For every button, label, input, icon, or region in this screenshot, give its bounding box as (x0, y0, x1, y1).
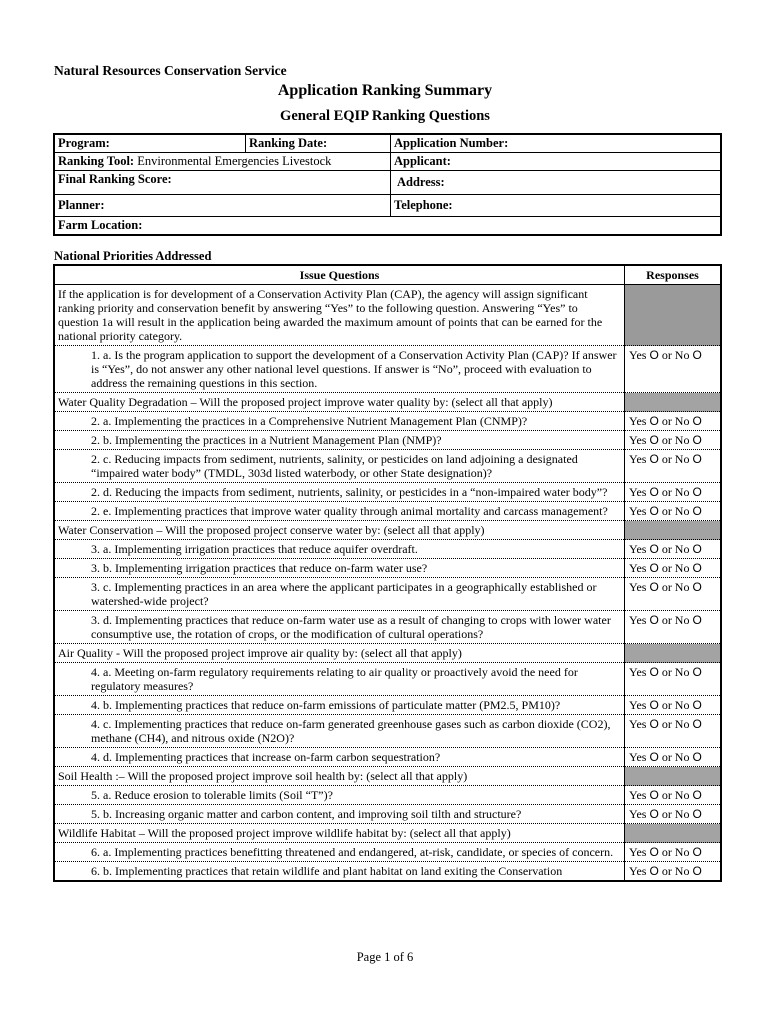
no-label: or No (661, 485, 690, 499)
application-number-field[interactable]: Application Number: (391, 134, 722, 153)
no-radio-icon[interactable]: O (692, 561, 702, 575)
no-radio-icon[interactable]: O (692, 613, 702, 627)
no-radio-icon[interactable]: O (692, 414, 702, 428)
no-radio-icon[interactable]: O (692, 665, 702, 679)
yes-radio-icon[interactable]: O (649, 504, 659, 518)
response-cell (625, 450, 722, 483)
response-cell (625, 483, 722, 502)
final-ranking-score-field[interactable]: Final Ranking Score: (54, 171, 391, 195)
yes-radio-icon[interactable]: O (649, 750, 659, 764)
no-label: or No (661, 864, 690, 878)
category-row (54, 521, 721, 540)
question-text: 3. c. Implementing practices in an area where the applicant participates in a geographically established or watershed-wide project? (54, 578, 625, 611)
yes-option[interactable] (629, 698, 659, 712)
no-radio-icon[interactable]: O (692, 580, 702, 594)
no-option[interactable] (662, 864, 702, 878)
response-cell (625, 540, 722, 559)
yes-radio-icon[interactable]: O (649, 414, 659, 428)
yes-label: Yes (629, 788, 647, 802)
no-option[interactable] (662, 665, 702, 679)
yes-option[interactable] (629, 452, 659, 466)
no-label: or No (661, 717, 690, 731)
yes-label: Yes (629, 485, 647, 499)
yes-label: Yes (629, 504, 647, 518)
intro-text: If the application is for development of a Conservation Activity Plan (CAP), the agency will assign significant ranking priority and conservation benefit by answering “Yes” to the following question. Answering “Yes” to question 1a will result in the application being awarded the maximum amount of points that can be earned for the national priority category. (54, 285, 625, 346)
no-radio-icon[interactable]: O (692, 542, 702, 556)
category-text: Water Quality Degradation – Will the proposed project improve water quality by: (select all that apply) (54, 393, 625, 412)
ranking-tool-label: Ranking Tool: (58, 154, 135, 168)
yes-label: Yes (629, 414, 647, 428)
question-text: 4. c. Implementing practices that reduce on-farm generated greenhouse gases such as carbon dioxide (CO2), methane (CH4), and nitrous oxide (N2O)? (54, 715, 625, 748)
page-title: Application Ranking Summary (277, 82, 493, 99)
program-field[interactable]: Program: (54, 134, 246, 153)
question-text: 6. a. Implementing practices benefitting threatened and endangered, at-risk, candidate, or species of concern. (54, 843, 625, 862)
response-shaded (625, 521, 722, 540)
telephone-field[interactable]: Telephone: (391, 195, 722, 217)
yes-option[interactable] (629, 788, 659, 802)
planner-field[interactable]: Planner: (54, 195, 391, 217)
yes-radio-icon[interactable]: O (649, 452, 659, 466)
no-label: or No (661, 807, 690, 821)
response-shaded (625, 824, 722, 843)
ranking-tool-field[interactable] (54, 153, 391, 171)
ranking-questions-table (53, 264, 722, 882)
no-label: or No (661, 698, 690, 712)
question-row (54, 843, 721, 862)
yes-option[interactable] (629, 807, 659, 821)
no-option[interactable] (662, 717, 702, 731)
category-row (54, 393, 721, 412)
category-text: Wildlife Habitat – Will the proposed project improve wildlife habitat by: (select all that apply) (54, 824, 625, 843)
response-cell (625, 559, 722, 578)
yes-option[interactable] (629, 613, 659, 627)
question-text: 3. d. Implementing practices that reduce on-farm water use as a result of changing to crops with lower water consumptive use, the rotation of crops, or the modification of cultural operations? (54, 611, 625, 644)
yes-option[interactable] (629, 485, 659, 499)
yes-label: Yes (629, 561, 647, 575)
question-row (54, 805, 721, 824)
yes-label: Yes (629, 845, 647, 859)
response-shaded (625, 644, 722, 663)
section-title: National Priorities Addressed (54, 249, 212, 263)
page-number: Page 1 of 6 (356, 950, 414, 964)
question-row (54, 502, 721, 521)
question-text: 2. a. Implementing the practices in a Comprehensive Nutrient Management Plan (CNMP)? (54, 412, 625, 431)
no-option[interactable] (662, 788, 702, 802)
question-row (54, 748, 721, 767)
yes-radio-icon[interactable]: O (649, 864, 659, 878)
no-option[interactable] (662, 485, 702, 499)
no-option[interactable] (662, 414, 702, 428)
question-row (54, 346, 721, 393)
yes-option[interactable] (629, 414, 659, 428)
yes-label: Yes (629, 580, 647, 594)
no-option[interactable] (662, 807, 702, 821)
response-shaded (625, 285, 722, 346)
question-text: 1. a. Is the program application to support the development of a Conservation Activity Plan (CAP)? If answer is “Yes”, do not answer any other national level questions. If answer is “No”, proceed with evaluation to address the remaining questions in this section. (54, 346, 625, 393)
response-cell (625, 502, 722, 521)
category-text: Water Conservation – Will the proposed project conserve water by: (select all that apply) (54, 521, 625, 540)
ranking-tool-value: Environmental Emergencies Livestock (137, 154, 332, 168)
response-cell (625, 696, 722, 715)
no-radio-icon[interactable]: O (692, 485, 702, 499)
yes-label: Yes (629, 698, 647, 712)
question-row (54, 578, 721, 611)
category-row (54, 644, 721, 663)
response-cell (625, 715, 722, 748)
yes-label: Yes (629, 750, 647, 764)
no-radio-icon[interactable]: O (692, 788, 702, 802)
yes-option[interactable] (629, 845, 659, 859)
yes-option[interactable] (629, 580, 659, 594)
yes-radio-icon[interactable]: O (649, 542, 659, 556)
column-header-issue: Issue Questions (54, 265, 625, 285)
no-radio-icon[interactable]: O (692, 433, 702, 447)
yes-label: Yes (629, 864, 647, 878)
question-text: 2. d. Reducing the impacts from sediment, nutrients, salinity, or pesticides in a “non-impaired water body”? (54, 483, 625, 502)
address-field[interactable]: Address: (391, 171, 722, 195)
no-radio-icon[interactable]: O (692, 698, 702, 712)
no-label: or No (661, 433, 690, 447)
yes-label: Yes (629, 613, 647, 627)
no-option[interactable] (662, 561, 702, 575)
no-radio-icon[interactable]: O (692, 504, 702, 518)
response-cell (625, 578, 722, 611)
question-row (54, 786, 721, 805)
question-text: 2. e. Implementing practices that improve water quality through animal mortality and carcass management? (54, 502, 625, 521)
response-cell (625, 786, 722, 805)
yes-radio-icon[interactable]: O (649, 665, 659, 679)
yes-radio-icon[interactable]: O (649, 613, 659, 627)
no-radio-icon[interactable]: O (692, 750, 702, 764)
no-label: or No (661, 845, 690, 859)
yes-radio-icon[interactable]: O (649, 807, 659, 821)
question-text: 4. a. Meeting on-farm regulatory requirements relating to air quality or proactively avoid the need for regulatory measures? (54, 663, 625, 696)
question-text: 3. b. Implementing irrigation practices that reduce on-farm water use? (54, 559, 625, 578)
yes-label: Yes (629, 542, 647, 556)
no-option[interactable] (662, 845, 702, 859)
question-row (54, 450, 721, 483)
no-radio-icon[interactable]: O (692, 348, 702, 362)
no-label: or No (661, 542, 690, 556)
question-row (54, 559, 721, 578)
question-row (54, 696, 721, 715)
response-cell (625, 843, 722, 862)
no-option[interactable] (662, 750, 702, 764)
yes-option[interactable] (629, 864, 659, 878)
yes-label: Yes (629, 807, 647, 821)
category-row (54, 824, 721, 843)
question-row (54, 862, 721, 882)
yes-radio-icon[interactable]: O (649, 348, 659, 362)
no-label: or No (661, 665, 690, 679)
yes-option[interactable] (629, 504, 659, 518)
category-row (54, 767, 721, 786)
yes-radio-icon[interactable]: O (649, 717, 659, 731)
yes-option[interactable] (629, 542, 659, 556)
yes-option[interactable] (629, 348, 659, 362)
ranking-date-field[interactable]: Ranking Date: (246, 134, 391, 153)
response-shaded (625, 767, 722, 786)
yes-label: Yes (629, 717, 647, 731)
response-shaded (625, 393, 722, 412)
question-row (54, 715, 721, 748)
question-text: 4. d. Implementing practices that increase on-farm carbon sequestration? (54, 748, 625, 767)
response-cell (625, 748, 722, 767)
questions-body (54, 285, 721, 882)
question-row (54, 431, 721, 450)
yes-option[interactable] (629, 750, 659, 764)
question-text: 3. a. Implementing irrigation practices that reduce aquifer overdraft. (54, 540, 625, 559)
question-text: 2. b. Implementing the practices in a Nutrient Management Plan (NMP)? (54, 431, 625, 450)
column-header-responses: Responses (625, 265, 722, 285)
no-option[interactable] (662, 504, 702, 518)
yes-option[interactable] (629, 665, 659, 679)
applicant-info-table (53, 133, 722, 236)
intro-row (54, 285, 721, 346)
yes-label: Yes (629, 348, 647, 362)
response-cell (625, 346, 722, 393)
question-row (54, 663, 721, 696)
agency-name: Natural Resources Conservation Service (54, 63, 287, 78)
no-label: or No (661, 414, 690, 428)
no-radio-icon[interactable]: O (692, 864, 702, 878)
no-option[interactable] (662, 698, 702, 712)
no-label: or No (661, 750, 690, 764)
no-label: or No (661, 561, 690, 575)
response-cell (625, 611, 722, 644)
yes-radio-icon[interactable]: O (649, 788, 659, 802)
response-cell (625, 805, 722, 824)
question-row (54, 540, 721, 559)
no-label: or No (661, 788, 690, 802)
yes-option[interactable] (629, 717, 659, 731)
question-row (54, 611, 721, 644)
response-cell (625, 862, 722, 882)
category-text: Soil Health :– Will the proposed project improve soil health by: (select all that apply) (54, 767, 625, 786)
question-text: 6. b. Implementing practices that retain wildlife and plant habitat on land exiting the Conservation (54, 862, 625, 882)
yes-radio-icon[interactable]: O (649, 561, 659, 575)
no-label: or No (661, 580, 690, 594)
farm-location-field[interactable]: Farm Location: (54, 217, 721, 236)
question-row (54, 483, 721, 502)
no-option[interactable] (662, 580, 702, 594)
yes-radio-icon[interactable]: O (649, 485, 659, 499)
yes-label: Yes (629, 452, 647, 466)
no-option[interactable] (662, 348, 702, 362)
no-option[interactable] (662, 452, 702, 466)
response-cell (625, 663, 722, 696)
no-option[interactable] (662, 433, 702, 447)
question-text: 5. b. Increasing organic matter and carbon content, and improving soil tilth and structure? (54, 805, 625, 824)
no-label: or No (661, 452, 690, 466)
response-cell (625, 431, 722, 450)
yes-label: Yes (629, 665, 647, 679)
no-radio-icon[interactable]: O (692, 807, 702, 821)
no-label: or No (661, 613, 690, 627)
yes-radio-icon[interactable]: O (649, 845, 659, 859)
yes-radio-icon[interactable]: O (649, 698, 659, 712)
no-option[interactable] (662, 613, 702, 627)
no-label: or No (661, 348, 690, 362)
category-text: Air Quality - Will the proposed project improve air quality by: (select all that apply) (54, 644, 625, 663)
no-radio-icon[interactable]: O (692, 845, 702, 859)
question-text: 2. c. Reducing impacts from sediment, nutrients, salinity, or pesticides on land adjoining a designated “impaired water body” (TMDL, 303d listed waterbody, or other State designation)? (54, 450, 625, 483)
no-label: or No (661, 504, 690, 518)
question-row (54, 412, 721, 431)
response-cell (625, 412, 722, 431)
page-subtitle: General EQIP Ranking Questions (280, 108, 490, 124)
yes-label: Yes (629, 433, 647, 447)
yes-radio-icon[interactable]: O (649, 433, 659, 447)
yes-option[interactable] (629, 561, 659, 575)
applicant-field[interactable]: Applicant: (391, 153, 722, 171)
no-option[interactable] (662, 542, 702, 556)
yes-option[interactable] (629, 433, 659, 447)
yes-radio-icon[interactable]: O (649, 580, 659, 594)
question-text: 4. b. Implementing practices that reduce on-farm emissions of particulate matter (PM2.5, PM10)? (54, 696, 625, 715)
no-radio-icon[interactable]: O (692, 717, 702, 731)
question-text: 5. a. Reduce erosion to tolerable limits (Soil “T”)? (54, 786, 625, 805)
no-radio-icon[interactable]: O (692, 452, 702, 466)
